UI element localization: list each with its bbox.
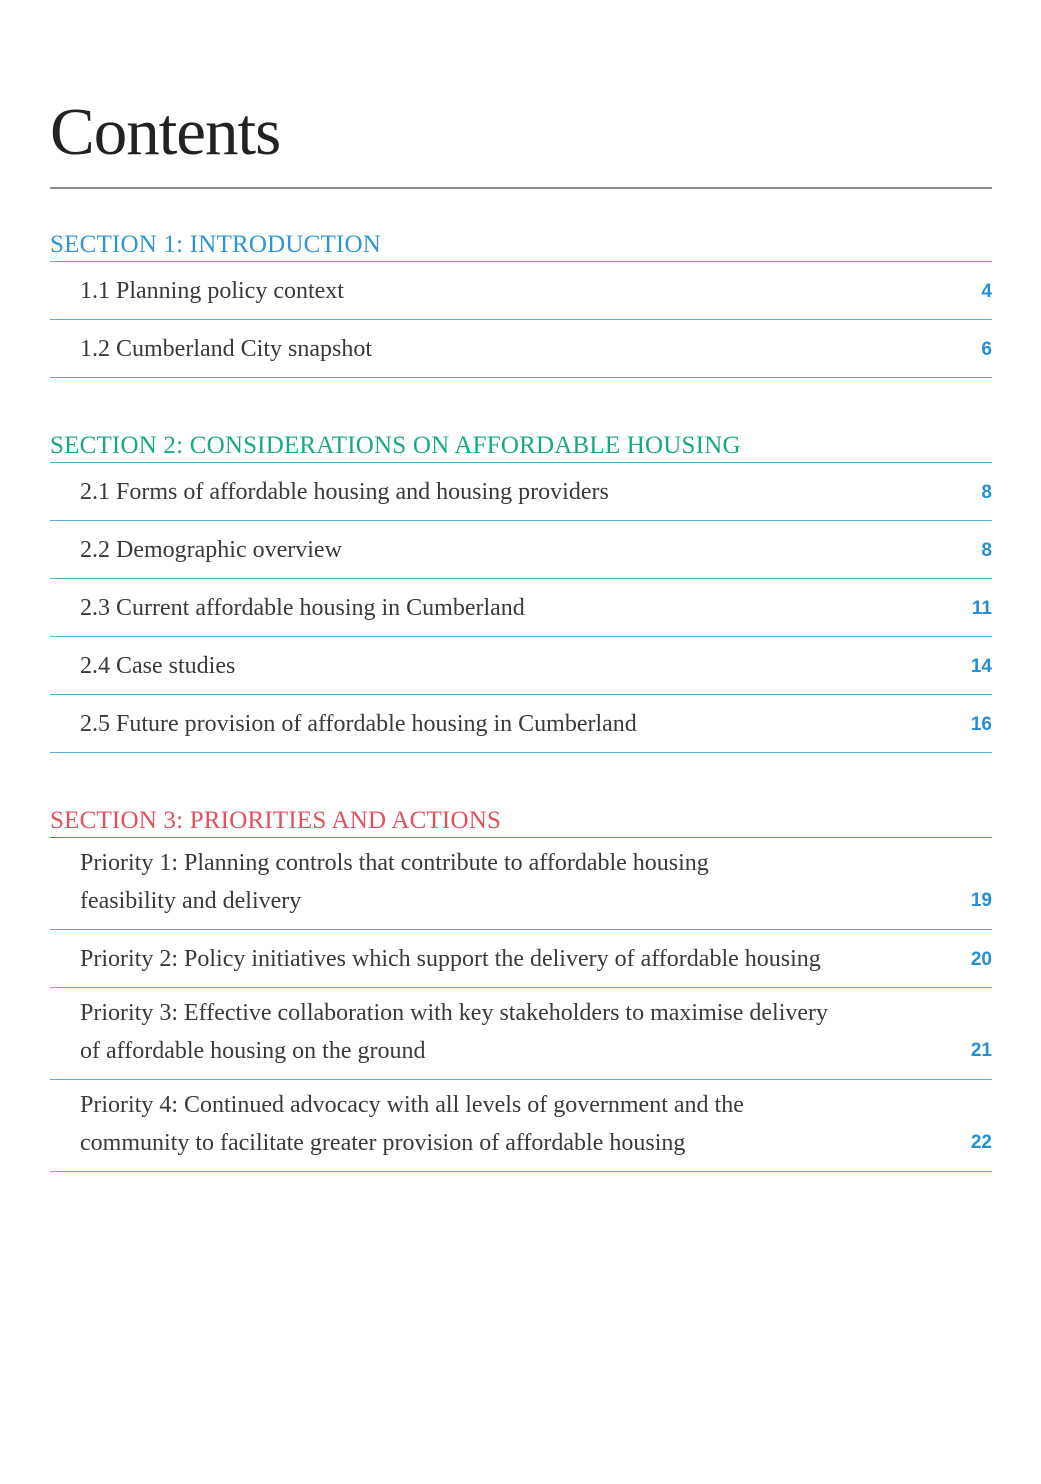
toc-page-number: 22: [970, 1132, 992, 1153]
toc-entry-2-3[interactable]: [50, 579, 992, 637]
toc-entry-line: 2.2 Demographic overview: [80, 537, 342, 563]
toc-entry-1-2[interactable]: [50, 320, 992, 378]
toc-entry-title: [80, 705, 892, 743]
toc-entry-2-2[interactable]: [50, 521, 992, 579]
toc-entry-line: 1.1 Planning policy context: [80, 278, 344, 304]
toc-page-number: 19: [970, 890, 992, 911]
toc-entry-title: [80, 844, 892, 920]
toc-page-number: 8: [981, 482, 992, 503]
toc-page-number: 4: [981, 281, 992, 302]
toc-entry-line: of affordable housing on the ground: [80, 1038, 426, 1064]
toc-entry-title: [80, 272, 892, 310]
toc-entry-1-1[interactable]: [50, 262, 992, 320]
toc-entry-priority-1[interactable]: [50, 838, 992, 930]
section-priorities: [50, 805, 992, 1172]
toc-entry-line: 1.2 Cumberland City snapshot: [80, 336, 372, 362]
toc-entry-line: community to facilitate greater provision of affordable housing: [80, 1130, 686, 1156]
section-introduction: [50, 229, 992, 378]
toc-entry-title: [80, 531, 892, 569]
toc-page-number: 8: [981, 540, 992, 561]
toc-entry-2-4[interactable]: [50, 637, 992, 695]
toc-entry-line: 2.4 Case studies: [80, 653, 236, 679]
toc-entry-2-5[interactable]: [50, 695, 992, 753]
toc-entry-title: [80, 473, 892, 511]
toc-entry-line: 2.5 Future provision of affordable housing in Cumberland: [80, 711, 637, 737]
toc-entry-line: Priority 1: Planning controls that contribute to affordable housing: [80, 850, 709, 876]
section-heading: SECTION 2: CONSIDERATIONS ON AFFORDABLE HOUSING: [50, 430, 992, 463]
title-divider: [50, 187, 992, 189]
section-heading: SECTION 1: INTRODUCTION: [50, 229, 992, 262]
toc-page-number: 20: [970, 949, 992, 970]
toc-entry-line: feasibility and delivery: [80, 888, 302, 914]
toc-page-number: 16: [970, 714, 992, 735]
toc-page-number: 14: [970, 656, 992, 677]
toc-entry-line: Priority 3: Effective collaboration with key stakeholders to maximise delivery: [80, 1000, 829, 1026]
toc-entry-line: Priority 4: Continued advocacy with all levels of government and the: [80, 1092, 744, 1118]
toc-page-number: 21: [970, 1040, 992, 1061]
toc-entry-line: 2.3 Current affordable housing in Cumberland: [80, 595, 525, 621]
toc-entry-line: Priority 2: Policy initiatives which support the delivery of affordable housing: [80, 946, 821, 972]
toc-entry-priority-3[interactable]: [50, 988, 992, 1080]
toc-entry-priority-4[interactable]: [50, 1080, 992, 1172]
toc-entry-title: [80, 589, 892, 627]
toc-entry-line: 2.1 Forms of affordable housing and housing providers: [80, 479, 609, 505]
toc-page-number: 6: [981, 339, 992, 360]
toc-entry-title: [80, 1086, 892, 1162]
toc-entry-title: [80, 647, 892, 685]
page-title: Contents: [50, 95, 281, 169]
toc-entry-title: [80, 940, 892, 978]
toc-entry-title: [80, 994, 892, 1070]
section-heading: SECTION 3: PRIORITIES AND ACTIONS: [50, 805, 992, 838]
toc-entry-priority-2[interactable]: [50, 930, 992, 988]
toc-page-number: 11: [971, 598, 992, 619]
section-considerations: [50, 430, 992, 753]
toc-entry-2-1[interactable]: [50, 463, 992, 521]
toc-entry-title: [80, 330, 892, 368]
